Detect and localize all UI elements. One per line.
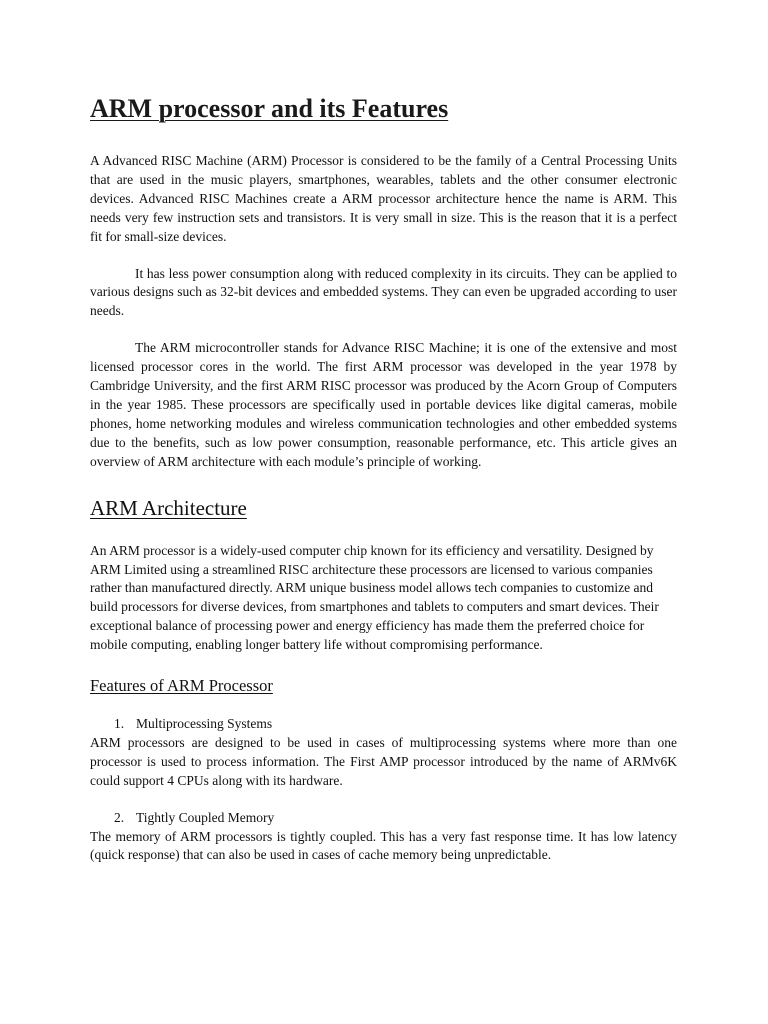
intro-paragraph-3: The ARM microcontroller stands for Advance RISC Machine; it is one of the extensive and most licensed processor cores in the world. The first ARM processor was developed in the year 1978 by Cambridge University, and the first ARM RISC processor was produced by the Acorn Group of Computers in the year 1985. These processors are specifically used in portable devices like digital cameras, mobile phones, home networking modules and wireless communication technologies and other embedded systems due to the benefits, such as low power consumption, reasonable performance, etc. This article gives an overview of ARM architecture with each module’s principle of working. (90, 340, 677, 469)
feature-label: Multiprocessing Systems (136, 716, 273, 732)
feature-item-2 (90, 809, 677, 828)
feature-description-2: The memory of ARM processors is tightly coupled. This has a very fast response time. It has low latency (quick response) that can also be used in cases of cache memory being unpredictable. (90, 828, 677, 863)
feature-description-1: ARM processors are designed to be used in cases of multiprocessing systems where more than one processor is used to process information. The First AMP processor introduced by the name of ARMv6K could support 4 CPUs along with its hardware. (90, 734, 677, 788)
intro-paragraph-2: It has less power consumption along with reduced complexity in its circuits. They can be applied to various designs such as 32-bit devices and embedded systems. They can even be upgraded according to user needs. (90, 265, 677, 319)
feature-number: 2. (114, 809, 125, 825)
page-title: ARM processor and its Features (90, 94, 449, 123)
feature-number: 1. (114, 716, 125, 732)
feature-label: Tightly Coupled Memory (136, 809, 275, 825)
document-page (90, 92, 677, 865)
intro-paragraph-1: A Advanced RISC Machine (ARM) Processor is considered to be the family of a Central Processing Units that are used in the music players, smartphones, wearables, tablets and the other consumer electronic devices. Advanced RISC Machines create a ARM processor architecture hence the name is ARM. This needs very few instruction sets and transistors. It is very small in size. This is the reason that it is a perfect fit for small-size devices. (90, 153, 677, 244)
architecture-heading: ARM Architecture (90, 495, 247, 520)
feature-item-1 (90, 715, 677, 734)
architecture-paragraph: An ARM processor is a widely-used computer chip known for its efficiency and versatility. Designed by ARM Limited using a streamlined RISC architecture these processors are licensed to various companies rather than manufactured directly. ARM unique business model allows tech companies to customize and build processors for diverse devices, from smartphones and tablets to computers and smart devices. Their exceptional balance of processing power and energy efficiency has made them the preferred choice for mobile computing, enabling longer battery life without compromising performance. (90, 542, 659, 653)
features-heading: Features of ARM Processor (90, 676, 273, 696)
